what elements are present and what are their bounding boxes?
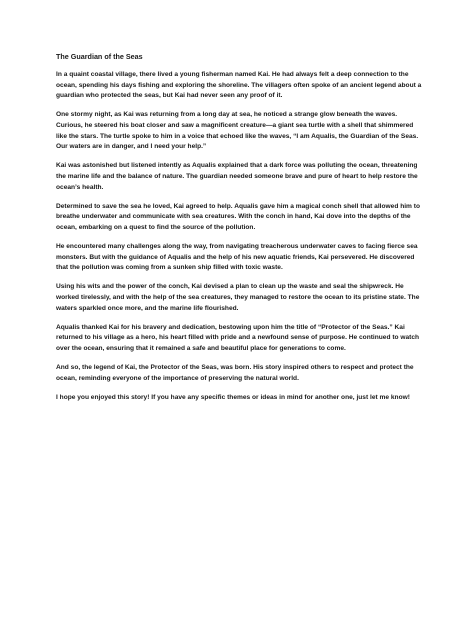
- paragraph-8: And so, the legend of Kai, the Protector of the Seas, was born. His story inspired others to respect and protect the ocean, reminding everyone of the importance of preserving the natural world.: [56, 364, 414, 382]
- paragraph-4: Determined to save the sea he loved, Kai agreed to help. Aqualis gave him a magical conch shell that allowed him to breathe underwater and communicate with sea creatures. With the conch in hand, Kai dove into the depths of the ocean, embarking on a quest to find the source of the pollution.: [56, 202, 420, 231]
- document-title: The Guardian of the Seas: [56, 52, 143, 61]
- paragraph-7: Aqualis thanked Kai for his bravery and dedication, bestowing upon him the title of “Protector of the Seas.” Kai returned to his village as a hero, his heart filled with pride and a newfound sense of purpose. He continued to watch over the ocean, ensuring that it remained a safe and beautiful place for generations to come.: [56, 323, 420, 353]
- paragraph-6: Using his wits and the power of the conch, Kai devised a plan to clean up the waste and seal the shipwreck. He worked tirelessly, and with the help of the sea creatures, they managed to restore the ocean to its pristine state. The waters sparkled once more, and the marine life flourished.: [56, 283, 420, 312]
- paragraph-5: He encountered many challenges along the way, from navigating treacherous underwater caves to facing fierce sea monsters. But with the guidance of Aqualis and the help of his new aquatic friends, Kai persevered. He discovered that the pollution was coming from a sunken ship filled with toxic waste.: [56, 243, 418, 272]
- paragraph-2: One stormy night, as Kai was returning from a long day at sea, he noticed a strange glow beneath the waves. Curious, he steered his boat closer and saw a magnificent creature—a giant sea turtle with a shell that shimmered like the stars. The turtle spoke to him in a voice that echoed like the waves, “I am Aqualis, the Guardian of the Seas. Our waters are in danger, and I need your help.”: [56, 111, 419, 151]
- paragraph-1: In a quaint coastal village, there lived a young fisherman named Kai. He had always felt a deep connection to the ocean, spending his days fishing and exploring the shoreline. The villagers often spoke of an ancient legend about a guardian who protected the seas, but Kai had never seen any proof of it.: [56, 71, 422, 100]
- paragraph-3: Kai was astonished but listened intently as Aqualis explained that a dark force was polluting the ocean, threatening the marine life and the balance of nature. The guardian needed someone brave and pure of heart to help restore the ocean’s health.: [56, 162, 418, 191]
- paragraph-9: I hope you enjoyed this story! If you have any specific themes or ideas in mind for another one, just let me know!: [56, 394, 410, 401]
- document-page: [56, 52, 422, 412]
